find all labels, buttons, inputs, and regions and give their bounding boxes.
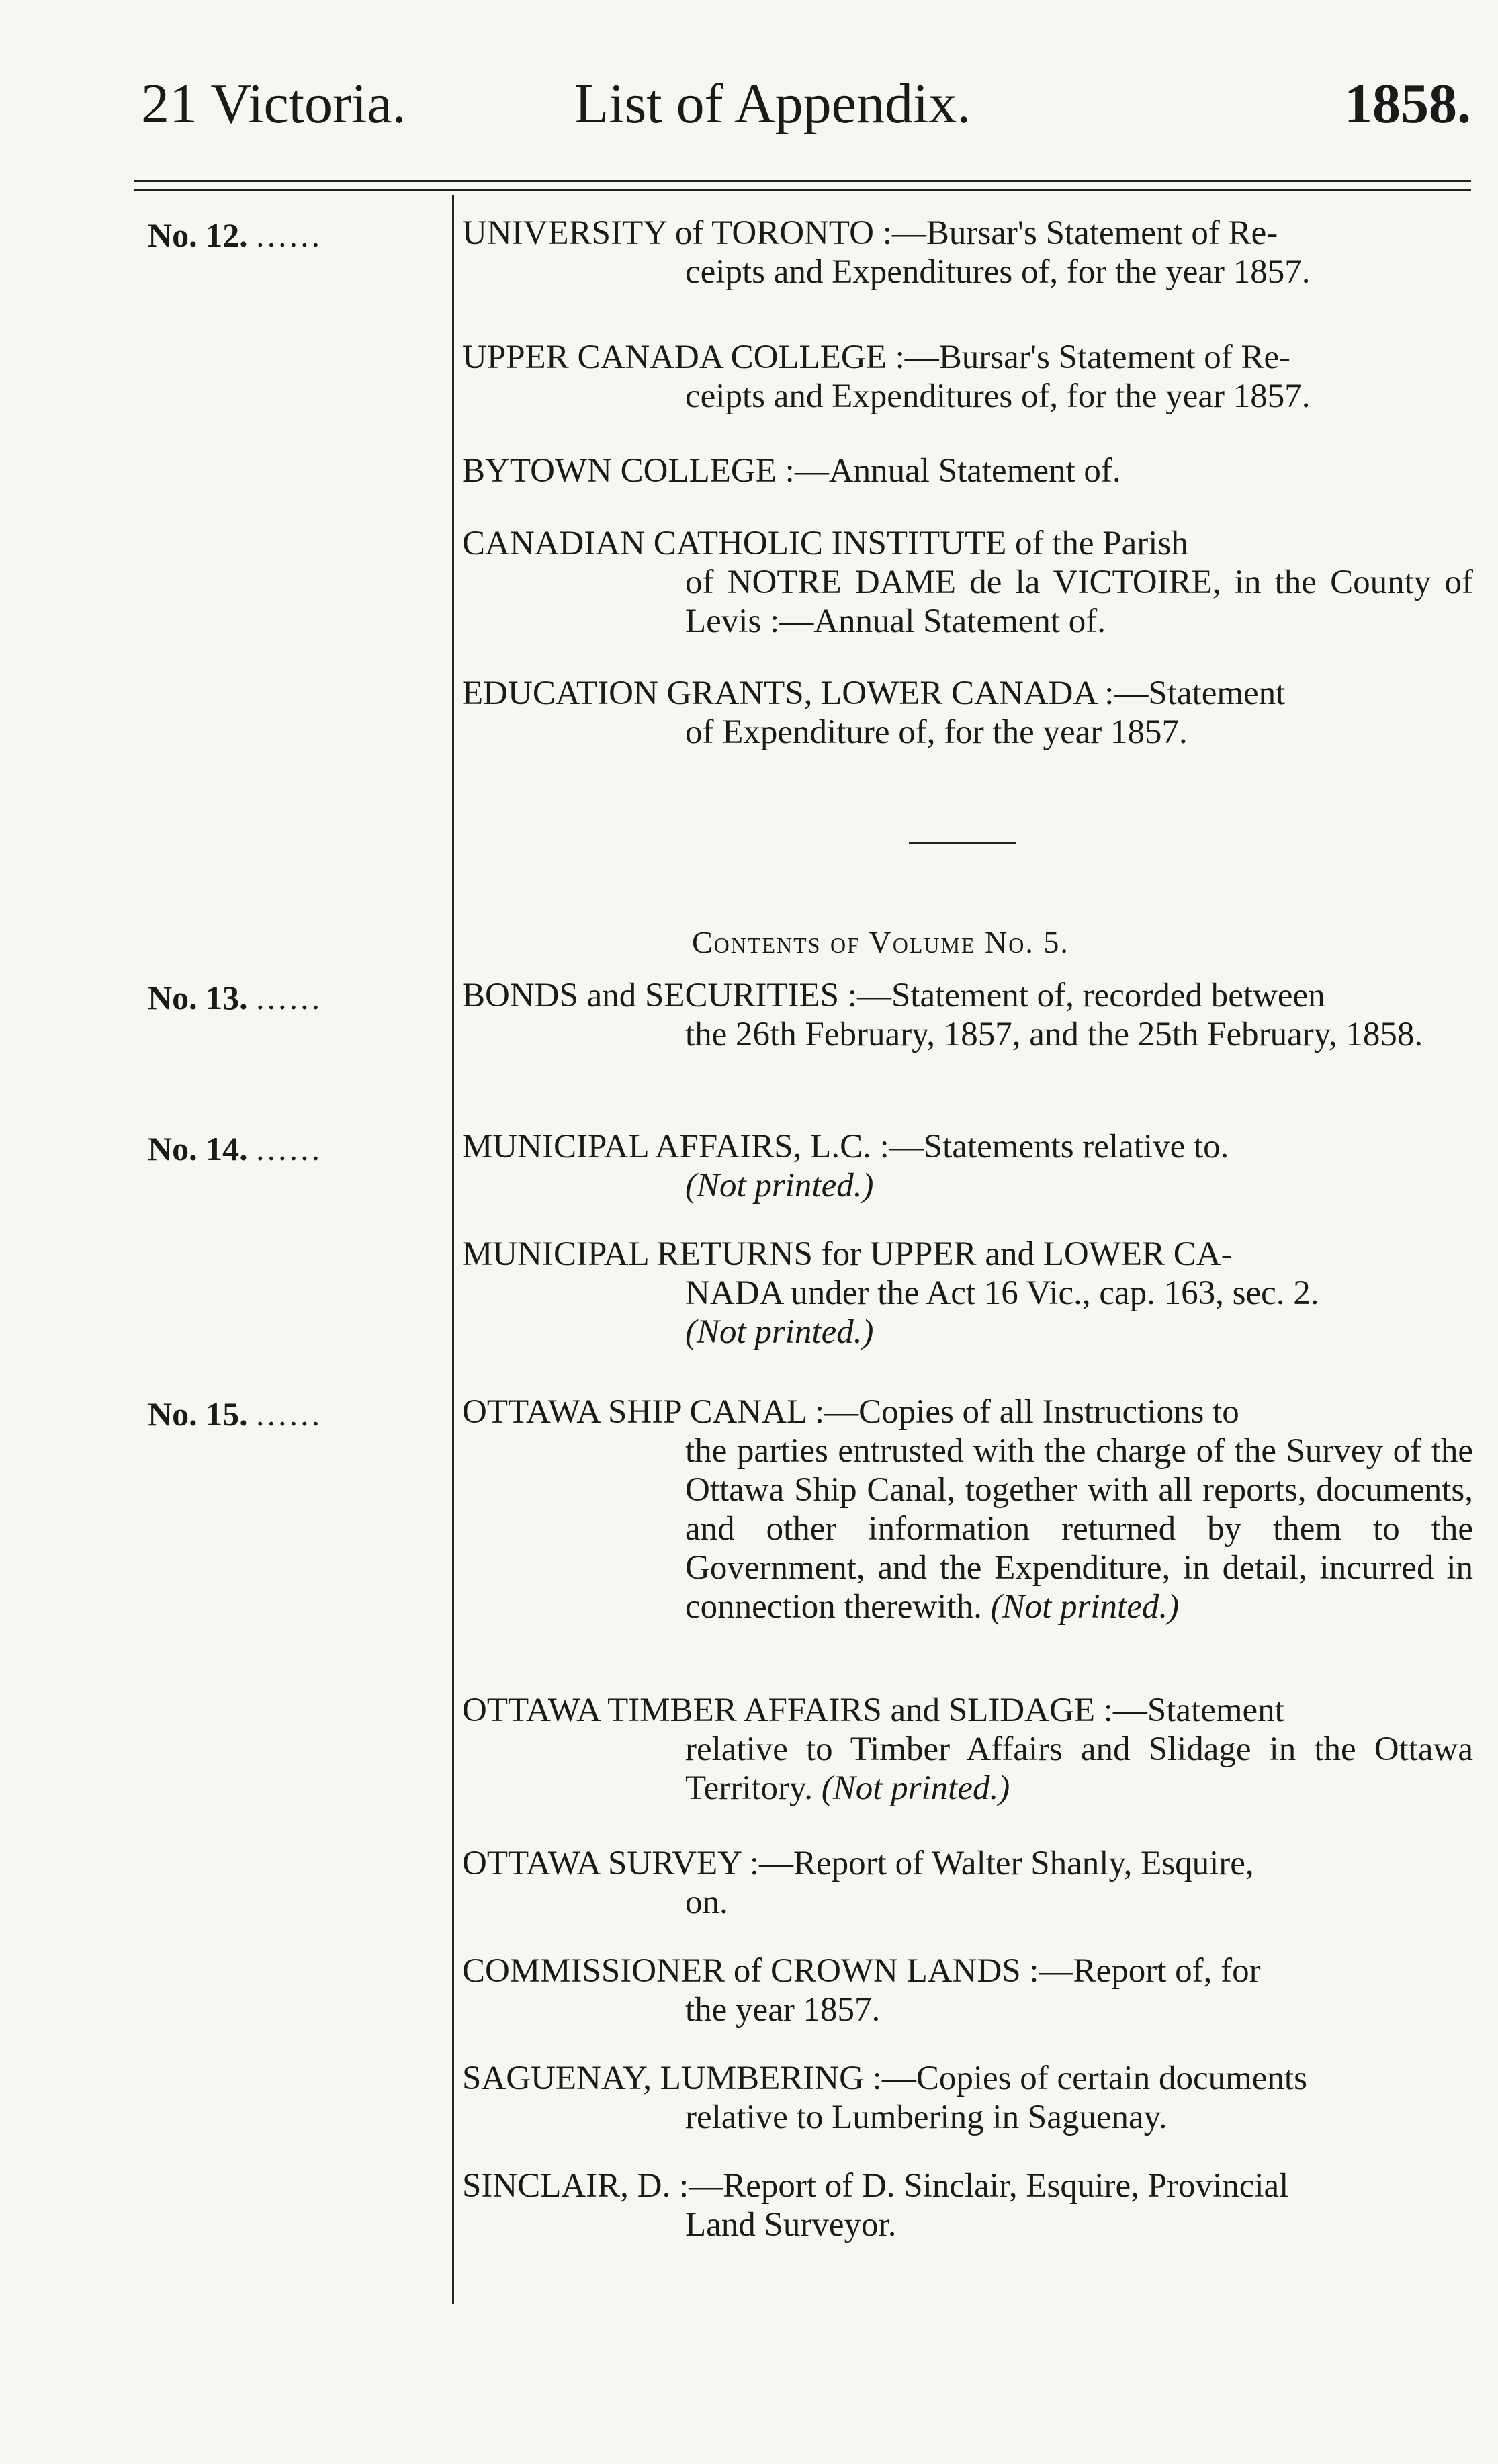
entry-text-group	[462, 1730, 1473, 1808]
column-divider	[452, 195, 454, 2304]
leader-dots: ......	[256, 1395, 323, 1433]
entry-heading: OTTAWA SHIP CANAL :—Copies of all Instructions to	[462, 1393, 1239, 1431]
entry-education-grants	[462, 674, 1473, 752]
section-number-text: No. 14.	[148, 1130, 248, 1168]
section-number-13	[148, 977, 453, 1018]
not-printed-note: (Not printed.)	[990, 1588, 1180, 1626]
entry-heading: MUNICIPAL AFFAIRS, L.C. :—Statements relative to.	[462, 1128, 1229, 1165]
section-separator	[909, 842, 1016, 844]
entry-heading: EDUCATION GRANTS, LOWER CANADA :—Statement	[462, 674, 1286, 712]
section-number-text: No. 12.	[148, 216, 248, 254]
leader-dots: ......	[256, 216, 323, 254]
entry-heading: COMMISSIONER of CROWN LANDS :—Report of, for	[462, 1952, 1261, 1990]
leader-dots: ......	[256, 979, 323, 1016]
entry-ottawa-ship-canal	[462, 1393, 1473, 1626]
header-session: 21 Victoria.	[141, 73, 406, 135]
entry-heading: BONDS and SECURITIES :—Statement of, recorded between	[462, 977, 1325, 1014]
entry-heading: OTTAWA SURVEY :—Report of Walter Shanly, Esquire,	[462, 1845, 1254, 1882]
entry-text: Land Surveyor.	[685, 2206, 897, 2244]
entry-upper-canada-college	[462, 338, 1473, 416]
entry-text: relative to Lumbering in Saguenay.	[685, 2099, 1167, 2136]
entry-heading: SINCLAIR, D. :—Report of D. Sinclair, Esquire, Provincial	[462, 2167, 1289, 2205]
entry-bonds-securities	[462, 976, 1473, 1054]
entry-ottawa-survey	[462, 1844, 1473, 1922]
entry-text-group	[462, 1432, 1473, 1626]
entry-university-toronto	[462, 214, 1473, 292]
header-year: 1858.	[1344, 73, 1471, 135]
entry-text: on.	[685, 1884, 728, 1921]
entry-municipal-returns	[462, 1235, 1473, 1352]
entry-heading: BYTOWN COLLEGE :—Annual Statement of.	[462, 452, 1121, 490]
leader-dots: ......	[256, 1130, 323, 1168]
page-header	[141, 64, 1471, 144]
entry-saguenay-lumbering	[462, 2059, 1473, 2137]
entry-heading: UNIVERSITY of TORONTO :—Bursar's Statement of Re-	[462, 214, 1278, 252]
entry-text: the parties entrusted with the charge of the Survey of the Ottawa Ship Canal, together with all reports, documents, and other information returned by them to the Government, and the Expenditure, in detail, incurred in connection therewith.	[685, 1432, 1473, 1626]
entry-sinclair-report	[462, 2166, 1473, 2244]
entry-text: the 26th February, 1857, and the 25th February, 1858.	[685, 1016, 1423, 1053]
entry-heading: CANADIAN CATHOLIC INSTITUTE of the Parish	[462, 525, 1188, 562]
entry-text: ceipts and Expenditures of, for the year 1857.	[685, 378, 1311, 415]
not-printed-note: (Not printed.)	[685, 1167, 874, 1204]
header-rule-thin	[134, 189, 1471, 191]
entry-text: relative to Timber Affairs and Slidage in the Ottawa Territory.	[685, 1730, 1473, 1807]
entry-text: the year 1857.	[685, 1991, 881, 2029]
entry-text: of Expenditure of, for the year 1857.	[685, 713, 1188, 751]
entry-text: NADA under the Act 16 Vic., cap. 163, sec. 2.	[685, 1274, 1319, 1312]
contents-heading: Contents of Volume No. 5.	[692, 925, 1069, 959]
entry-text: of NOTRE DAME de la VICTOIRE, in the County of Levis :—Annual Statement of.	[685, 564, 1473, 640]
entry-heading: MUNICIPAL RETURNS for UPPER and LOWER CA-	[462, 1235, 1233, 1273]
entry-bytown-college	[462, 451, 1473, 490]
not-printed-note: (Not printed.)	[821, 1769, 1010, 1807]
section-number-text: No. 13.	[148, 979, 248, 1016]
entry-text: ceipts and Expenditures of, for the year 1857.	[685, 253, 1311, 291]
not-printed-note: (Not printed.)	[685, 1313, 874, 1351]
header-rule	[134, 180, 1471, 182]
entry-commissioner-crown-lands	[462, 1951, 1473, 2029]
entry-heading: SAGUENAY, LUMBERING :—Copies of certain documents	[462, 2060, 1307, 2097]
entry-municipal-affairs	[462, 1127, 1473, 1205]
section-number-15	[148, 1394, 453, 1434]
section-number-12	[148, 215, 453, 255]
entry-heading: OTTAWA TIMBER AFFAIRS and SLIDAGE :—Statement	[462, 1691, 1284, 1729]
entry-heading: UPPER CANADA COLLEGE :—Bursar's Statement of Re-	[462, 339, 1291, 376]
header-title: List of Appendix.	[574, 73, 971, 135]
entry-ottawa-timber-affairs	[462, 1691, 1473, 1808]
section-number-text: No. 15.	[148, 1395, 248, 1433]
section-number-14	[148, 1129, 453, 1169]
entry-canadian-catholic-institute	[462, 524, 1473, 641]
